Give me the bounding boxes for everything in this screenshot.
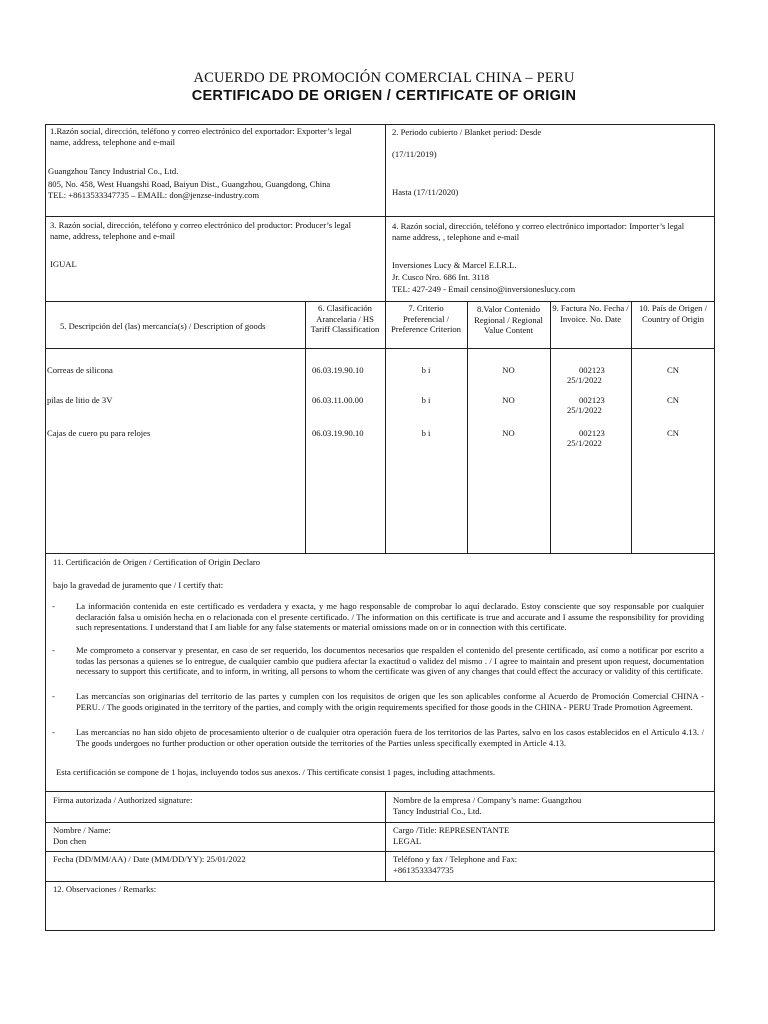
date-label: Fecha (DD/MM/AA) / Date (MM/DD/YY): 25/01/2022 [53, 854, 246, 864]
bullet: - [52, 645, 55, 655]
table-row-date: 25/1/2022 [567, 375, 602, 385]
table-row-criterion: b i [421, 428, 431, 438]
phone-label: Teléfono y fax / Telephone and Fax: [393, 854, 518, 864]
table-row-hs: 06.03.19.90.10 [312, 428, 364, 438]
exporter-label: 1.Razón social, dirección, teléfono y correo electrónico del exportador: Exporter’s legal name, address, telephone and e-mail [50, 126, 352, 147]
title-value: LEGAL [393, 836, 422, 846]
bullet: - [52, 727, 55, 737]
company-name-value: Tancy Industrial Co., Ltd. [393, 806, 482, 816]
blanket-period-label: 2. Periodo cubierto / Blanket period: Desde [392, 127, 542, 137]
table-row-invoice: 002123 [579, 395, 605, 405]
table-row-description: Correas de silicona [47, 365, 113, 375]
header-invoice: 9. Factura No. Fecha / Invoice. No. Date [552, 303, 629, 324]
name-value: Don chen [53, 836, 87, 846]
certificate-title: CERTIFICADO DE ORIGEN / CERTIFICATE OF ORIGIN [191, 88, 577, 104]
table-row-origin: CN [667, 395, 679, 405]
certification-intro: bajo la gravedad de juramento que / I certify that: [53, 580, 224, 590]
table-row-hs: 06.03.19.90.10 [312, 365, 364, 375]
table-row-rvc: NO [502, 428, 515, 438]
agreement-title: ACUERDO DE PROMOCIÓN COMERCIAL CHINA – PERU [193, 70, 575, 86]
header-preference-criterion: 7. Criterio Preferencial / Preference Criterion [391, 303, 461, 334]
exporter-address: 805, No. 458, West Huangshi Road, Baiyun Dist., Guangzhou, Guangdong, China [48, 179, 331, 189]
signature-section [45, 792, 715, 882]
bullet: - [52, 691, 55, 701]
table-row-invoice: 002123 [579, 365, 605, 375]
table-row-origin: CN [667, 428, 679, 438]
exporter-contact: TEL: +8613533347735 – EMAIL: don@jenzse-industry.com [48, 190, 260, 200]
bullet: - [52, 601, 55, 611]
table-row-rvc: NO [502, 395, 515, 405]
table-row-criterion: b i [421, 365, 431, 375]
importer-label: 4. Razón social, dirección, teléfono y correo electrónico importador: Importer’s legal name address, , telephone and e-mail [392, 221, 685, 242]
table-row-description: pilas de litio de 3V [47, 395, 113, 405]
importer-address: Jr. Cusco Nro. 686 Int. 3118 [392, 272, 490, 282]
table-row-description: Cajas de cuero pu para relojes [47, 428, 151, 438]
exporter-producer-importer-section [45, 124, 715, 302]
table-row-criterion: b i [421, 395, 431, 405]
certification-pages: Esta certificación se compone de 1 hojas, incluyendo todos sus anexos. / This certificate consist 1 pages, including attachments. [56, 767, 495, 777]
header-country-origin: 10. País de Origen / Country of Origin [638, 303, 708, 324]
blanket-period-to: Hasta (17/11/2020) [392, 187, 459, 197]
table-row-date: 25/1/2022 [567, 438, 602, 448]
certification-label: 11. Certificación de Origen / Certification of Origin Declaro [53, 557, 261, 567]
header-regional-value: 8.Valor Contenido Regional / Regional Value Content [474, 304, 543, 335]
table-row-origin: CN [667, 365, 679, 375]
certification-item: Las mercancías son originarias del territorio de las partes y cumplen con los requisitos de origen que les son aplicables conforme al Acuerdo de Promoción Comercial CHINA - PERU. / The goods originated in the territory of the parties, and comply with the origin requirements specified for those goods in the CHINA - PERU Trade Promotion Agreement. [76, 691, 704, 712]
certification-item: Las mercancías no han sido objeto de procesamiento ulterior o de cualquier otra operación fuera de los territorios de las Partes, salvo en los casos establecidos en el Artículo 4.13. / The goods undergoes no further production or other operation outside the territories of the Parties unless specifically exempted in Article 4.13. [76, 727, 704, 748]
phone-value: +8613533347735 [393, 865, 454, 875]
name-label: Nombre / Name: [53, 825, 111, 835]
remarks-label: 12. Observaciones / Remarks: [53, 884, 157, 894]
table-row-invoice: 002123 [579, 428, 605, 438]
producer-value: IGUAL [50, 259, 77, 269]
table-row-rvc: NO [502, 365, 515, 375]
title-label: Cargo /Title: REPRESENTANTE [393, 825, 510, 835]
blanket-period-from: (17/11/2019) [392, 149, 437, 159]
importer-name: Inversiones Lucy & Marcel E.I.R.L. [392, 260, 517, 270]
header-description: 5. Descripción del (las) mercancía(s) / Description of goods [60, 321, 266, 331]
authorized-signature-label: Firma autorizada / Authorized signature: [53, 795, 193, 805]
header-hs-classification: 6. Clasificación Arancelaria / HS Tariff Classification [310, 303, 380, 334]
table-row-date: 25/1/2022 [567, 405, 602, 415]
certification-item: La información contenida en este certificado es verdadera y exacta, y me hago responsable de comprobar lo aquí declarado. Estoy consciente que soy responsable por cualquier declaración falsa u omisión hecha en o relacionada con el presente certificado. / The information on this certificate is true and accurate and I assume the responsibility for providing such representations. I understand that I am liable for any false statements or material omissions made on or in connection with this certificate. [76, 601, 704, 632]
importer-contact: TEL: 427-249 - Email censino@inversioneslucy.com [392, 284, 576, 294]
exporter-name: Guangzhou Tancy Industrial Co., Ltd. [48, 166, 179, 176]
producer-label: 3. Razón social, dirección, teléfono y correo electrónico del productor: Producer’s legal name, address, telephone and e-mail [50, 220, 351, 241]
certification-item: Me comprometo a conservar y presentar, en caso de ser requerido, los documentos necesarios que respalden el contenido del presente certificado, así como a notificar por escrito a todas las personas a quienes se lo entregue, de cualquier cambio que pudiera afectar la exactitud o validez del mismo . / I agree to maintain and present upon request, documentation necessary to support this certificate, and to inform, in writing, all persons to whom the certificate was given of any changes that could effect the accuracy or validity of this certificate. [76, 645, 704, 676]
table-row-hs: 06.03.11.00.00 [312, 395, 364, 405]
company-name-label: Nombre de la empresa / Company’s name: Guangzhou [393, 795, 582, 805]
